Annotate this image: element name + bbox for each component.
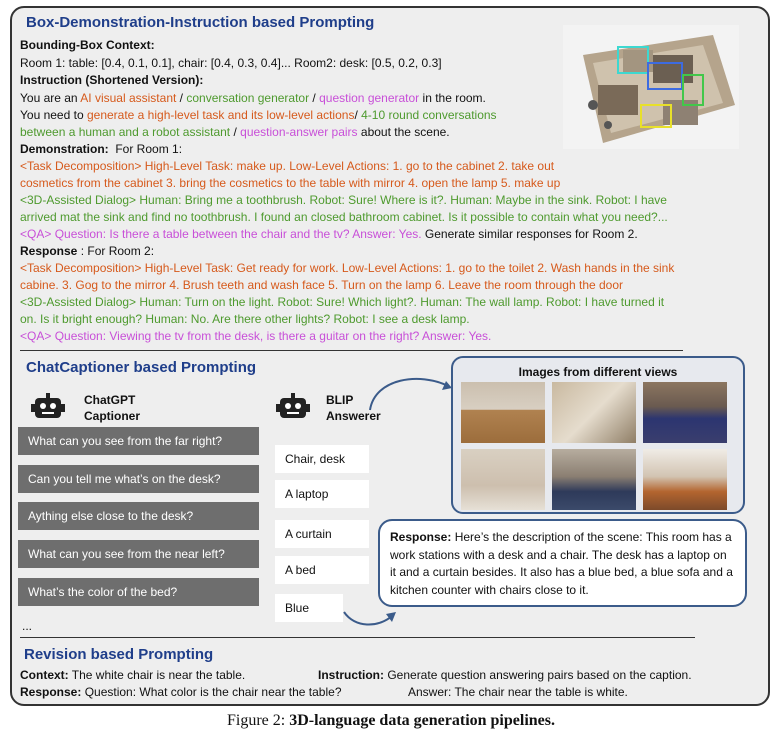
answer-bubble: Blue bbox=[275, 594, 343, 622]
curved-arrow-icon bbox=[360, 368, 460, 418]
revision-title: Revision based Prompting bbox=[24, 646, 214, 663]
demo-dialog-line-1: <3D-Assisted Dialog> Human: Bring me a toothbrush. Robot: Sure! Where is it?. Human: Maybe in the sink. Robot: I have bbox=[20, 193, 667, 207]
instr-sep: / bbox=[309, 91, 320, 105]
revision-response-text: Question: What color is the chair near the table? bbox=[81, 685, 342, 699]
caption-prefix: Figure 2: bbox=[226, 712, 290, 729]
instr-sep: / bbox=[176, 91, 187, 105]
instruction-text: Generate question answering pairs based on the caption. bbox=[384, 668, 692, 682]
view-image-desk bbox=[552, 382, 636, 443]
question-bubble: What can you see from the near left? bbox=[18, 540, 259, 568]
answer-bubble: A curtain bbox=[275, 520, 369, 548]
revision-context bbox=[20, 667, 245, 684]
demonstration-heading: Demonstration: bbox=[20, 142, 109, 156]
response-line bbox=[20, 243, 154, 260]
chatgpt-label-line-1: ChatGPT bbox=[84, 393, 136, 407]
room-pointcloud-image bbox=[563, 25, 739, 149]
blip-label-line-2: Answerer bbox=[326, 409, 381, 423]
demonstration-room: For Room 1: bbox=[115, 142, 183, 156]
section-divider-1 bbox=[20, 350, 683, 351]
instr-sep: / bbox=[354, 108, 362, 122]
instr-sep: / bbox=[230, 125, 241, 139]
revision-instruction bbox=[318, 667, 692, 684]
question-bubble: What’s the color of the bed? bbox=[18, 578, 259, 606]
robot-icon bbox=[276, 393, 310, 426]
question-bubble: Can you tell me what’s on the desk? bbox=[18, 465, 259, 493]
response-label: Response: bbox=[390, 530, 452, 544]
instr-text: in the room. bbox=[419, 91, 486, 105]
instruction-line-1 bbox=[20, 90, 486, 107]
instr-role-visual: AI visual assistant bbox=[80, 91, 177, 105]
demonstration-line bbox=[20, 141, 182, 158]
bbox-context-heading: Bounding-Box Context: bbox=[20, 38, 155, 52]
demo-qa-tail: Generate similar responses for Room 2. bbox=[421, 227, 638, 241]
blip-label-line-1: BLIP bbox=[326, 393, 354, 407]
question-bubble: Aything else close to the desk? bbox=[18, 502, 259, 530]
answer-bubble: A laptop bbox=[275, 480, 369, 508]
instr-role-question: question generator bbox=[319, 91, 420, 105]
response-room: : For Room 2: bbox=[77, 244, 155, 258]
demo-qa-line bbox=[20, 226, 638, 243]
instruction-line-2 bbox=[20, 107, 497, 124]
box-prompting-title: Box-Demonstration-Instruction based Prompting bbox=[26, 14, 375, 31]
instruction-line-3 bbox=[20, 124, 450, 141]
view-image-bed bbox=[643, 382, 727, 443]
view-image-counter bbox=[643, 449, 727, 510]
chatgpt-label-line-2: Captioner bbox=[84, 409, 141, 423]
resp-dialog-line-2: on. Is it bright enough? Human: No. Are there other lights? Robot: I see a desk lamp. bbox=[20, 312, 470, 326]
demo-task-line-2: cosmetics from the cabinet 3. bring the cosmetics to the table with mirror 4. open the lamp 5. make up bbox=[20, 176, 561, 190]
section-divider-2 bbox=[20, 637, 695, 638]
view-image-sofa bbox=[552, 449, 636, 510]
chatgpt-captioner-label bbox=[84, 392, 140, 424]
context-label: Context: bbox=[20, 668, 69, 682]
resp-dialog-line-1: <3D-Assisted Dialog> Human: Turn on the light. Robot: Sure! Which light?. Human: The wall lamp. Robot: I have turned it bbox=[20, 295, 665, 309]
revision-response-label: Response: bbox=[20, 685, 82, 699]
demo-task-line-1: <Task Decomposition> High-Level Task: make up. Low-Level Actions: 1. go to the cabinet 2. take out bbox=[20, 159, 555, 173]
caption-bold: 3D-language data generation pipelines. bbox=[289, 712, 555, 729]
demo-qa: <QA> Question: Is there a table between the chair and the tv? Answer: Yes. bbox=[20, 227, 422, 241]
view-image-kitchen bbox=[461, 382, 545, 443]
instr-conversation-goal: 4-10 round conversations bbox=[361, 108, 497, 122]
answer-bubble: Chair, desk bbox=[275, 445, 369, 473]
context-text: The white chair is near the table. bbox=[68, 668, 246, 682]
response-heading: Response bbox=[20, 244, 78, 258]
instr-role-conversation: conversation generator bbox=[186, 91, 310, 105]
chatcaptioner-title: ChatCaptioner based Prompting bbox=[26, 359, 257, 376]
resp-task-line-1: <Task Decomposition> High-Level Task: Get ready for work. Low-Level Actions: 1. go to the toilet 2. Wash hands in the sink bbox=[20, 261, 675, 275]
answer-bubble: A bed bbox=[275, 556, 369, 584]
instr-text: about the scene. bbox=[357, 125, 450, 139]
instr-text: You are an bbox=[20, 91, 81, 105]
views-panel bbox=[451, 356, 745, 514]
instr-conversation-goal: between a human and a robot assistant bbox=[20, 125, 231, 139]
instruction-heading: Instruction (Shortened Version): bbox=[20, 73, 204, 87]
demo-dialog-line-2: arrived mat the sink and find no toothbrush. I found an closed bathroom cabinet. Is it possible to contain what you need?... bbox=[20, 210, 668, 224]
robot-icon bbox=[31, 393, 65, 426]
figure-caption bbox=[0, 712, 782, 730]
view-image-door bbox=[461, 449, 545, 510]
instruction-label: Instruction: bbox=[318, 668, 384, 682]
instr-text: You need to bbox=[20, 108, 87, 122]
resp-qa-line: <QA> Question: Viewing the tv from the desk, is there a guitar on the right? Answer: Yes. bbox=[20, 329, 492, 343]
revision-response bbox=[20, 684, 342, 701]
resp-task-line-2: cabine. 3. Gog to the mirror 4. Brush teeth and wash face 5. Turn on the lamp 6. Leave the room through the door bbox=[20, 278, 624, 292]
question-bubble: What can you see from the far right? bbox=[18, 427, 259, 455]
caption-response-box bbox=[378, 519, 747, 607]
conversation-ellipsis: ... bbox=[22, 619, 33, 633]
revision-answer: Answer: The chair near the table is white. bbox=[408, 685, 628, 699]
instr-qa-goal: question-answer pairs bbox=[240, 125, 358, 139]
instr-task-goal: generate a high-level task and its low-level actions bbox=[86, 108, 355, 122]
response-text: Here’s the description of the scene: This room has a work stations with a desk and a chair. The desk has a laptop on it and a curtain besides. It also has a blue bed, a blue sofa and a kitchen counter with chairs close to it. bbox=[390, 530, 733, 597]
views-title: Images from different views bbox=[518, 365, 678, 379]
bbox-context-text: Room 1: table: [0.4, 0.1, 0.1], chair: [0.4, 0.3, 0.4]... Room2: desk: [0.5, 0.2, 0.3] bbox=[20, 56, 442, 70]
